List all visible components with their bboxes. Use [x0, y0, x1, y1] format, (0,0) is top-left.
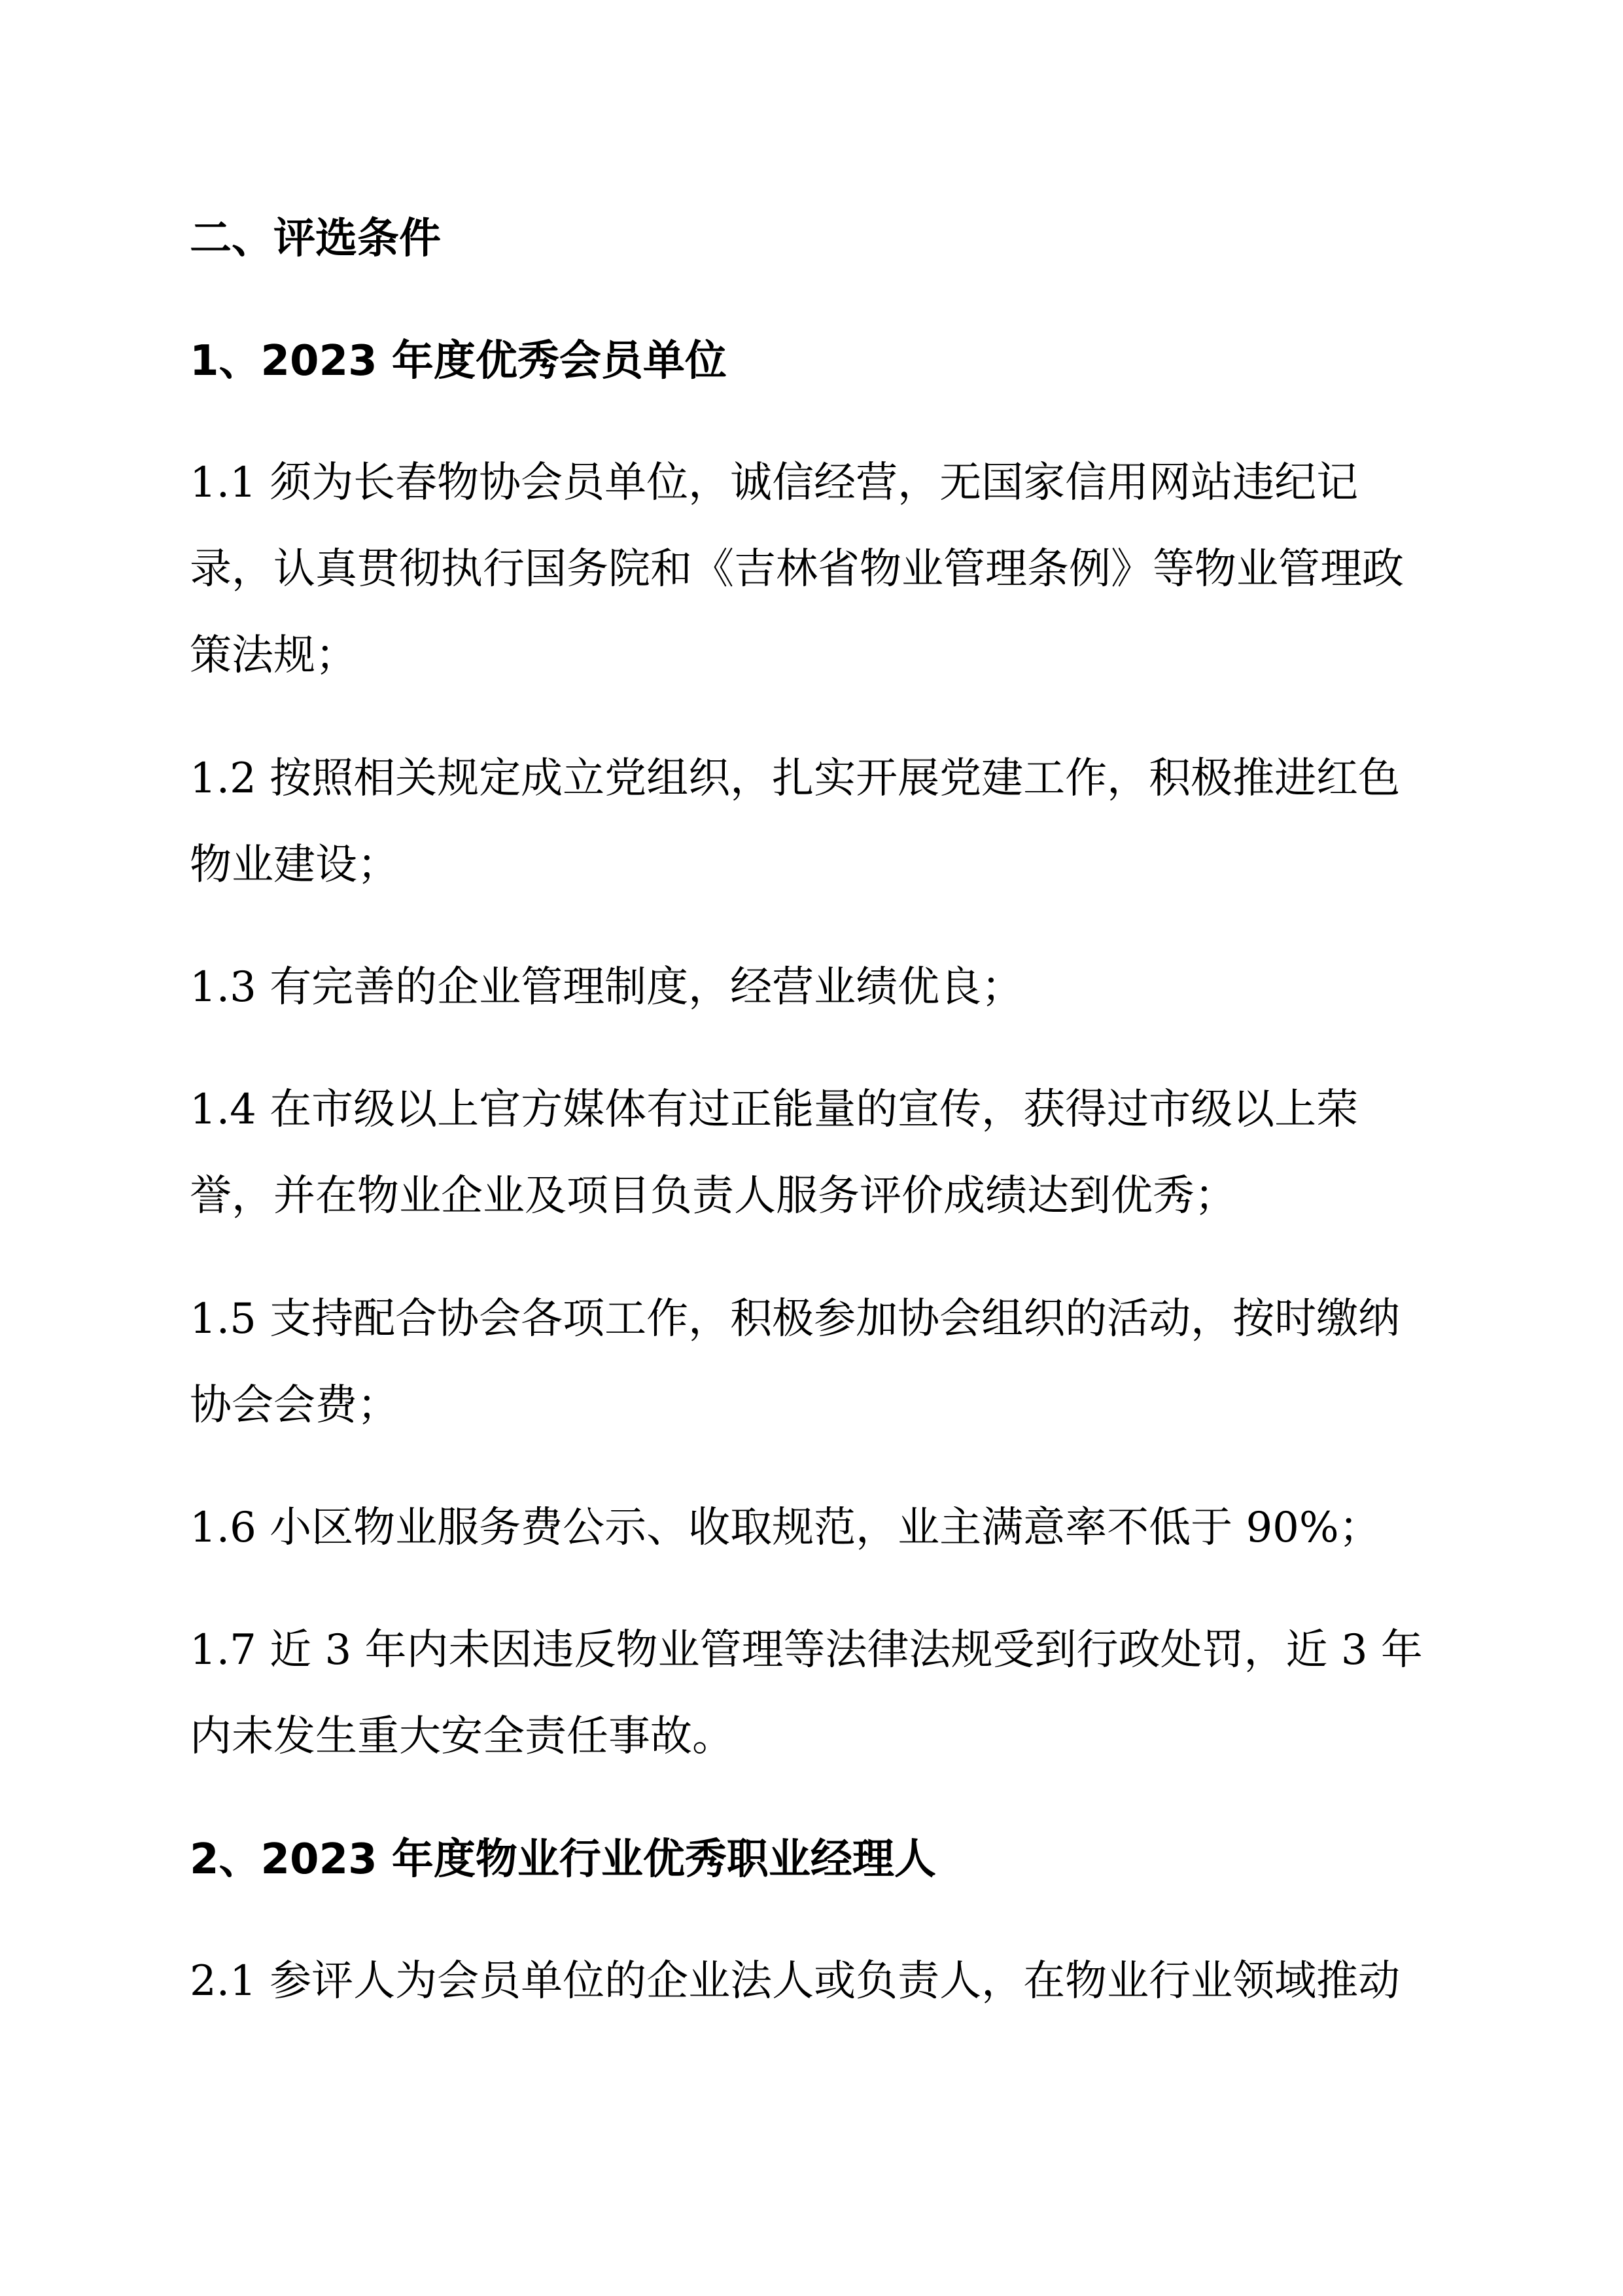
item-1-3-line-1: 1.3 有完善的企业管理制度，经营业绩优良；: [190, 963, 1024, 1012]
item-1-4-line-2: 誉，并在物业企业及项目负责人服务评价成绩达到优秀；: [190, 1172, 1236, 1220]
section-heading: 二、评选条件: [190, 215, 441, 263]
item-1-6-line-1: 1.6 小区物业服务费公示、收取规范，业主满意率不低于 90%；: [190, 1504, 1381, 1552]
item-1-5-line-1: 1.5 支持配合协会各项工作，积极参加协会组织的活动，按时缴纳: [190, 1295, 1401, 1343]
item-1-7-line-1: 1.7 近 3 年内未因违反物业管理等法律法规受到行政处罚，近 3 年: [190, 1626, 1423, 1674]
item-1-4-line-1: 1.4 在市级以上官方媒体有过正能量的宣传，获得过市级以上荣: [190, 1086, 1359, 1134]
item-1-2-line-1: 1.2 按照相关规定成立党组织，扎实开展党建工作，积极推进红色: [190, 754, 1401, 803]
item-1-7-line-2: 内未发生重大安全责任事故。: [190, 1712, 734, 1761]
item-1-2-line-2: 物业建设；: [190, 841, 399, 889]
item-1-1-line-2: 录，认真贯彻执行国务院和《吉林省物业管理条例》等物业管理政: [190, 545, 1404, 593]
category-2-title: 2、2023 年度物业行业优秀职业经理人: [190, 1835, 936, 1884]
category-1-title: 1、2023 年度优秀会员单位: [190, 337, 727, 385]
item-1-5-line-2: 协会会费；: [190, 1381, 399, 1430]
item-1-1-line-1: 1.1 须为长春物协会员单位，诚信经营，无国家信用网站违纪记: [190, 459, 1359, 507]
item-1-1-line-3: 策法规；: [190, 631, 357, 680]
item-2-1-line-1: 2.1 参评人为会员单位的企业法人或负责人，在物业行业领域推动: [190, 1957, 1401, 2005]
